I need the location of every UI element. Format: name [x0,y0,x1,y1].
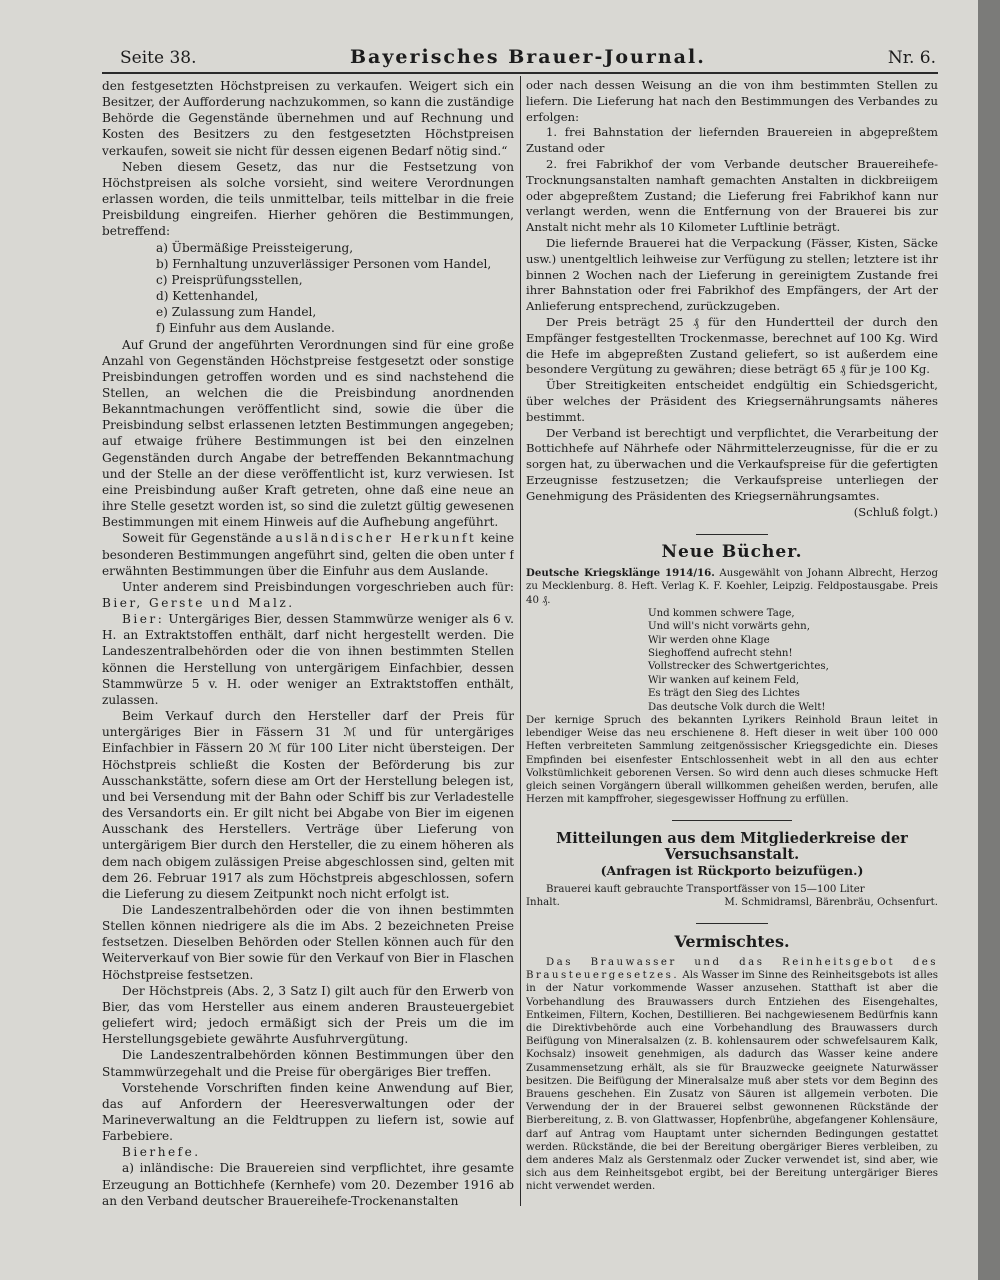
paragraph: den festgesetzten Höchstpreisen zu verkaufen. Weigert sich ein Besitzer, der Aufforderung nachzukommen, so kann die zuständige Behörde die Gegenstände übernehmen und auf Rechnung und Kosten des Besitzers zu den festgesetzten Höchstpreisen verkaufen, soweit sie nicht für dessen eigenen Bedarf nötig sind.“ [102,79,514,158]
ad-label: Inhalt. [526,896,560,908]
paragraph: Die liefernde Brauerei hat die Verpackung (Fässer, Kisten, Säcke usw.) unentgeltlich leihweise zur Verfügung zu stellen; letztere ist ihr binnen 2 Wochen nach der Lieferung in gereinigtem Zustande frei ihrer Bahnstation oder frei Fabrikhof des Empfängers, der Art der Anlieferung entsprechend, zurückzugeben. [526,235,938,314]
poem-line: Und kommen schwere Tage, [648,607,795,619]
section-divider [696,534,768,535]
continued-note: (Schluß folgt.) [853,504,938,519]
book-review: Der kernige Spruch des bekannten Lyrikers Reinhold Braun leitet in lebendiger Weise das neu erschienene 8. Heft dieser in weit über 100 000 Heften verbreiteten Sammlung zeitgenössischer Kriegsgedichte ein. Dieses Empfinden bei eisenfester Entschlossenheit webt in all den aus echter Volkstümlichkeit geborenen Versen. So wird denn auch dieses schmucke Heft gleich seinen Vorgängern überall willkommen geheißen werden, berufen, alle Herzen mit kampffroher, siegesgewisser Hoffnung zu erfüllen. [526,714,938,806]
text-run-spaced: Bier: [122,612,165,627]
subheading: Bierhefe. [122,1145,201,1160]
list-item: f) Einfuhr aus dem Auslande. [156,321,335,336]
paragraph [102,611,514,708]
text-run: keine besonderen Bestimmungen angeführt sind, gelten die oben unter f erwähnten Bestimmungen über die Einfuhr aus dem Auslande. [102,531,514,578]
list-item: d) Kettenhandel, [156,289,259,304]
article-title: Das Brauwasser und das Reinheitsgebot des Brausteuergesetzes. [526,956,938,982]
section-subheading: (Anfragen ist Rückporto beizufügen.) [600,862,864,878]
poem-line: Wir werden ohne Klage [648,634,770,646]
poem-line: Wir wanken auf keinem Feld, [648,674,800,686]
paragraph: oder nach dessen Weisung an die von ihm bestimmten Stellen zu liefern. Die Lieferung hat nach den Bestimmungen des Verbandes zu erfolgen: [526,78,938,124]
section-heading-mitteilungen: Mitteilungen aus dem Mitgliederkreise der Versuchsanstalt. [556,830,908,864]
list-item: a) Übermäßige Preissteigerung, [156,240,354,255]
binding-edge [978,0,1000,1280]
left-column [102,78,514,1210]
book-title: Deutsche Kriegsklänge 1914/16. [526,567,715,580]
list-item: e) Zulassung zum Handel, [156,305,317,320]
right-column [526,78,938,1210]
page-number: Seite 38. [120,48,197,68]
ad-advertiser: M. Schmidramsl, Bärenbräu, Ochsenfurt. [724,896,938,908]
article-body: Als Wasser im Sinne des Reinheitsgebots ist alles in der Natur vorkommende Wasser anzusehen. Statthaft ist aber die Vorbehandlung des Brauwassers durch Entziehen des Eisengehaltes, Entkeimen, Filtern, Kochen, Destillieren. Bei nachgewiesenem Bedürfnis kann die Direktivbehörde auch eine Vorbehandlung des Brauwassers durch Beifügung von Mineralsalzen (z. B. kohlensaurem oder schwefelsaurem Kalk, Kochsalz) insoweit genehmigen, als dadurch das Wasser keine andere Zusammensetzung erhält, als sie für Brauzwecke geeignete Naturwässer besitzen. Die Beifügung der Mineralsalze muß aber stets vor dem Beginn des Brauens geschehen. Ein Zusatz von Säuren ist allgemein verboten. Die Verwendung der in der Brauerei selbst gewonnenen Rückstände der Bierbereitung, z. B. von Glattwasser, Hopfenbrühe, abgefangener Kohlensäure, darf auf Antrag vom Hauptamt unter sichernden Bedingungen gestattet werden. Rückstände, die bei der Bereitung obergäriger Bieres verbleiben, zu dem anderes Malz als Gerstenmalz oder Zucker verwendet ist, sind aber, wie sich aus dem Reinheitsgebot ergibt, bei der Bereitung untergäriger Bieres nicht verwendet werden. [526,970,938,1193]
section-heading-books: Neue Bücher. [661,542,803,563]
paragraph: Die Landeszentralbehörden oder die von ihnen bestimmten Stellen können niedrigere als die im Abs. 2 bezeichneten Preise festsetzen. Dieselben Behörden oder Stellen können auch für den Weiterverkauf von Bier sowie für den Verkauf von Bier in Flaschen Höchstpreise festsetzen. [102,902,514,982]
poem-line: Sieghoffend aufrecht stehn! [648,647,793,659]
text-run-spaced: ausländischer Herkunft [275,531,477,546]
paragraph: Über Streitigkeiten entscheidet endgültig ein Schiedsgericht, über welches der Präsident des Kriegsernährungsamts näheres bestimmt. [526,378,938,424]
column-divider [520,76,521,1206]
page-header [120,48,936,72]
issue-number: Nr. 6. [887,48,936,68]
text-run: Untergäriges Bier, dessen Stammwürze weniger als 6 v. H. an Extraktstoffen enthält, darf nicht hergestellt werden. Die Landeszentralbehörden oder die von ihnen bestimmten Stellen können die Herstellung von untergärigem Einfachbier, dessen Stammwürze 5 v. H. oder weniger an Extraktstoffen enthält, zulassen. [102,612,514,707]
paragraph: Der Preis beträgt 25 ₰ für den Hundertteil der durch den Empfänger festgestellten Trockenmasse, berechnet auf 100 Kg. Wird die Hefe im abgepreßten Zustand geliefert, so ist außerdem eine besondere Vergütung zu gewähren; diese beträgt 65 ₰ für je 100 Kg. [526,314,938,377]
text-run: Unter anderem sind Preisbindungen vorgeschrieben auch für: [122,579,514,594]
article [526,956,938,1194]
paragraph: Der Verband ist berechtigt und verpflichtet, die Verarbeitung der Bottichhefe auf Nährhefe oder Nährmittelerzeugnisse, für die er zu sorgen hat, zu überwachen und die Verkaufspreise für die gefertigten Erzeugnisse festzusetzen; die Verkaufspreise unterliegen der Genehmigung des Präsidenten des Kriegsernährungsamtes. [526,425,938,503]
header-rule [102,72,938,74]
book-entry [526,567,938,607]
paragraph: Auf Grund der angeführten Verordnungen sind für eine große Anzahl von Gegenständen Höchstpreise festgesetzt oder sonstige Preisbindungen getroffen worden und es sind nachstehend die Stellen, an welchen die die Preisbindung anordnenden Bekanntmachungen veröffentlicht sind, sowie die über die Preisbindung selbst erlassenen letzten Bestimmungen angegeben; auf etwaige frühere Bestimmungen ist bei den einzelnen Gegenständen durch Angabe der betreffenden Bekanntmachung und der Stelle an der diese veröffentlicht ist, kurz verwiesen. Ist eine Preisbindung außer Kraft getreten, ohne daß eine neue an ihre Stelle gesetzt worden ist, so sind die zuletzt gültig gewesenen Bestimmungen mit einem Hinweis auf die Aufhebung angeführt. [102,337,514,530]
poem-line: Es trägt den Sieg des Lichtes [648,688,800,700]
paragraph: Der Höchstpreis (Abs. 2, 3 Satz I) gilt auch für den Erwerb von Bier, das vom Hersteller aus einem anderen Brausteuergebiet geliefert wird; jedoch ermäßigt sich der Preis um die im Herstellungsgebiete gewährte Ausfuhrvergütung. [102,983,514,1047]
section-heading-vermischtes: Vermischtes. [674,932,790,952]
book-details: Ausgewählt von Johann Albrecht, Herzog zu Mecklenburg. 8. Heft. Verlag K. F. Koehler, Leipzig. Feldpostausgabe. Preis 40 ₰. [526,568,938,606]
paragraph: Neben diesem Gesetz, das nur die Festsetzung von Höchstpreisen als solche vorsieht, sind weitere Verordnungen erlassen worden, die teils unmittelbar, teils mittelbar in die freie Preisbildung eingreifen. Hierher gehören die Bestimmungen, betreffend: [102,159,514,239]
section-divider [696,923,768,924]
poem-line: Vollstrecker des Schwertgerichtes, [648,661,829,673]
list-item: 2. frei Fabrikhof der vom Verbande deutscher Brauereihefe-Trocknungsanstalten namhaft gemachten Anstalten in dickbreiigem oder abgepreßtem Zustand; die Lieferung frei Fabrikhof kann nur verlangt werden, wenn die Entfernung von der Brauerei bis zur Anstalt nicht mehr als 10 Kilometer Luftlinie beträgt. [526,156,938,235]
paragraph: Die Landeszentralbehörden können Bestimmungen über den Stammwürzegehalt und die Preise für obergäriges Bier treffen. [102,1048,514,1079]
section-divider [672,820,792,821]
poem-line: Und will's nicht vorwärts gehn, [648,621,810,633]
list-item: c) Preisprüfungsstellen, [156,272,303,287]
list-item: 1. frei Bahnstation der liefernden Brauereien in abgepreßtem Zustand oder [526,125,938,156]
text-run: Soweit für Gegenstände [122,531,276,546]
paragraph: Beim Verkauf durch den Hersteller darf der Preis für untergäriges Bier in Fässern 31 ℳ und für untergäriges Einfachbier in Fässern 20 ℳ für 100 Liter nicht übersteigen. Der Höchstpreis schließt die Kosten der Beförderung bis zur Ausschankstätte, sofern diese am Ort der Herstellung belegen ist, und bei Versendung mit der Bahn oder Schiff bis zur Verladestelle des Versandorts ein. Er gilt nicht bei Abgabe von Bier im eigenen Ausschank des Herstellers. Verträge über Lieferung von untergärigem Bier durch den Hersteller, die zu einem höheren als dem nach obigem zulässigen Preise abgeschlossen sind, gelten mit dem 26. Februar 1917 als zum Höchstpreis abgeschlossen, sofern die Lieferung zu diesem Zeitpunkt noch nicht erfolgt ist. [102,709,514,901]
poem [526,607,938,714]
paragraph [102,579,514,611]
paragraph: Vorstehende Vorschriften finden keine Anwendung auf Bier, das auf Anfordern der Heeresverwaltungen oder der Marineverwaltung an die Feldtruppen zu liefern ist, sowie auf Farbebiere. [102,1080,514,1144]
journal-title: Bayerisches Brauer-Journal. [350,46,706,68]
classified-ad: Brauerei kauft gebrauchte Transportfässer von 15—100 Liter [546,883,865,895]
poem-line: Das deutsche Volk durch die Welt! [648,701,826,713]
paragraph [102,530,514,578]
paragraph: a) inländische: Die Brauereien sind verpflichtet, ihre gesamte Erzeugung an Bottichhefe (Kernhefe) vom 20. Dezember 1916 ab an den Verband deutscher Brauereihefe-Trockenanstalten [102,1161,514,1208]
classified-ad-footer [526,896,938,909]
text-run-spaced: Bier, Gerste und Malz. [102,596,295,610]
list-item: b) Fernhaltung unzuverlässiger Personen vom Handel, [156,256,492,271]
